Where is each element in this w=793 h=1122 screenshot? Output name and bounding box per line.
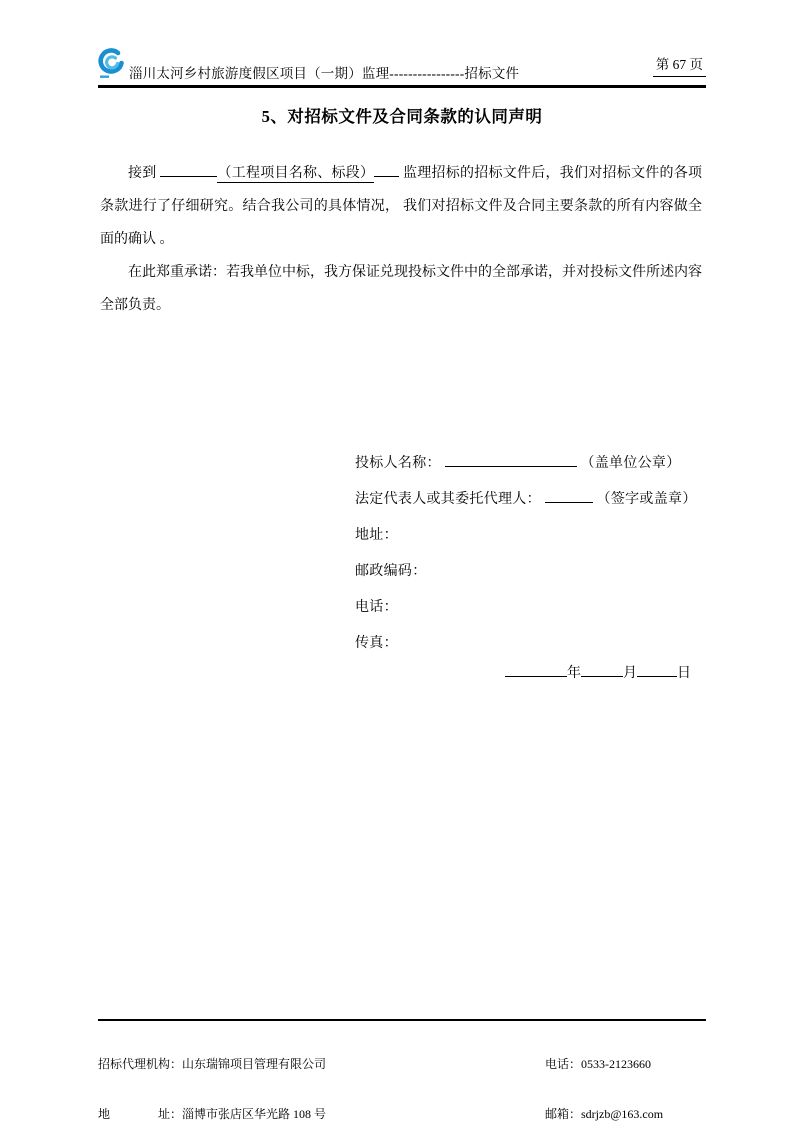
legal-rep-suffix: （签字或盖章）: [596, 492, 697, 507]
document-title: 5、对招标文件及合同条款的认同声明: [261, 107, 543, 126]
footer-email-line: 邮箱：sdrjzb@163.com: [545, 1106, 664, 1121]
project-name-label: （工程项目名称、标段）: [217, 166, 375, 181]
page-header: [98, 48, 706, 88]
form-row-bidder-name: [355, 452, 697, 488]
document-body: [100, 157, 702, 322]
date-year-label: 年: [567, 666, 581, 681]
paragraph-1-rest: 监理招标的招标文件后，我们对招标文件的各项条款进行了仔细研究。结合我公司的具体情况， 我们对招标文件及合同主要条款的所有内容做全面的确认 。: [100, 166, 702, 247]
bidder-name-suffix: （盖单位公章）: [580, 456, 681, 471]
footer-address-line: 地 址：淄博市张店区华光路 108 号: [98, 1106, 327, 1121]
footer-rule: [98, 1019, 706, 1021]
project-name-blank-tail: [374, 162, 399, 177]
header-title: 淄川太河乡村旅游度假区项目（一期）监理----------------招标文件: [129, 66, 520, 81]
legal-rep-label: 法定代表人或其委托代理人：: [355, 492, 541, 507]
header-rule: [98, 85, 706, 88]
date-month-blank: [581, 662, 623, 677]
phone-label: 电话：: [355, 600, 398, 615]
date-day-label: 日: [677, 666, 691, 681]
footer-phone-line: 电话：0533-2123660: [545, 1057, 651, 1071]
project-name-blank: [160, 162, 217, 177]
paragraph-1: [100, 157, 702, 256]
footer-contact-block: [545, 1023, 663, 1122]
form-row-address: [355, 524, 697, 560]
postcode-label: 邮政编码：: [355, 564, 427, 579]
paragraph-1-lead: 接到: [128, 166, 157, 181]
footer-agency-line: 招标代理机构：山东瑞锦项目管理有限公司: [98, 1057, 327, 1071]
date-line: [505, 662, 691, 682]
address-label: 地址：: [355, 528, 398, 543]
date-month-label: 月: [623, 666, 637, 681]
form-row-phone: [355, 596, 697, 632]
fax-label: 传真：: [355, 636, 398, 651]
date-day-blank: [637, 662, 677, 677]
date-year-blank: [505, 662, 567, 677]
page-number: 第 67 页: [653, 53, 706, 77]
bidder-name-blank: [445, 452, 577, 467]
form-row-legal-rep: [355, 488, 697, 524]
paragraph-2: 在此郑重承诺：若我单位中标，我方保证兑现投标文件中的全部承诺，并对投标文件所述内容全部负责。: [100, 265, 702, 313]
legal-rep-blank: [545, 488, 593, 503]
form-row-postcode: [355, 560, 697, 596]
footer-agency-block: [98, 1023, 326, 1122]
company-logo-icon: [98, 48, 125, 81]
bidder-name-label: 投标人名称：: [355, 456, 441, 471]
bidder-info-form: [355, 452, 697, 668]
